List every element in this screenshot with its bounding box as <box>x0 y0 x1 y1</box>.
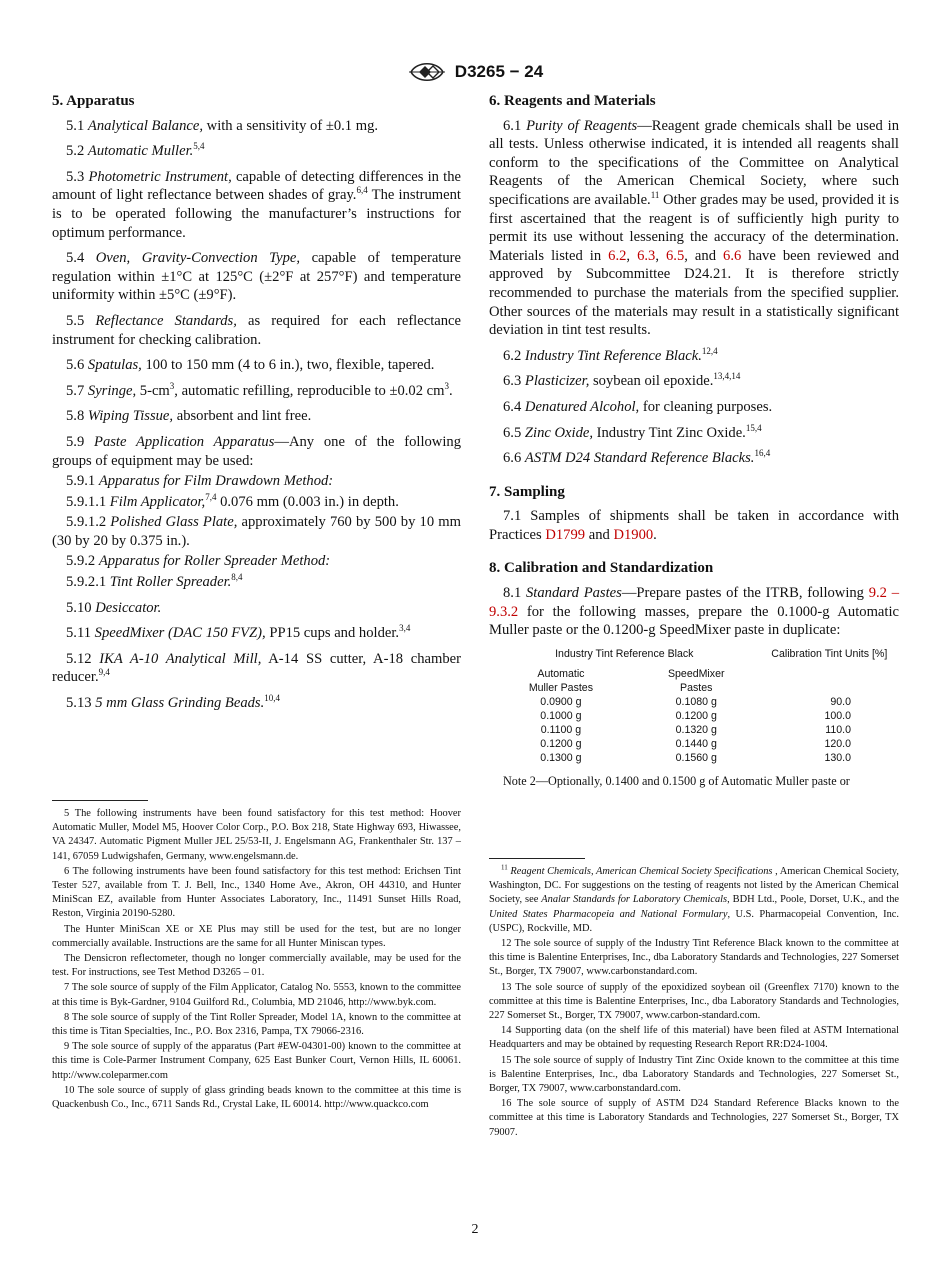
para-5-5: 5.5 Reflectance Standards, as required for each reflectance instrument for checking calibration. <box>52 312 461 348</box>
footnote-15: 15 The sole source of supply of Industry Tint Zinc Oxide known to the committee at this time is Balentine Enterprises, Inc., dba Laboratory Standards and Technologies, 227 Somerset St., Borger, TX 79007, www.carbonstandard.com. <box>489 1054 899 1095</box>
para-5-6: 5.6 Spatulas, 100 to 150 mm (4 to 6 in.), two, flexible, tapered. <box>66 357 435 374</box>
footnote-rule <box>489 858 585 859</box>
section-5-title: 5. Apparatus <box>52 93 135 109</box>
table-head-speedmixer: SpeedMixer Pastes <box>667 667 725 694</box>
link-6-2[interactable]: 6.2 <box>608 247 627 264</box>
link-6-6[interactable]: 6.6 <box>723 247 742 264</box>
table-row: 0.1200 g 0.1440 g 120.0 <box>540 737 851 750</box>
right-footnotes <box>489 858 899 1141</box>
para-6-4: 6.4 Denatured Alcohol, for cleaning purposes. <box>503 398 773 415</box>
calibration-table <box>489 647 899 765</box>
link-d1900[interactable]: D1900 <box>613 526 654 543</box>
link-d1799[interactable]: D1799 <box>545 526 586 543</box>
table-row: 0.1100 g 0.1320 g 110.0 <box>540 723 851 736</box>
document-code: D3265 − 24 <box>454 62 544 81</box>
para-6-3: 6.3 Plasticizer, soybean oil epoxide.$^{13,4,14}$ <box>503 371 741 390</box>
para-6-2: 6.2 Industry Tint Reference Black.$^{12,4}$ <box>503 345 718 364</box>
footnote-16: 16 The sole source of supply of ASTM D24 Standard Reference Blacks known to the committee at this time is Laboratory Standards and Technologies, 227 Somerset St., Borger, TX 79007. <box>489 1098 899 1138</box>
right-column <box>489 92 899 789</box>
table-head-calibration: Calibration Tint Units [%] <box>771 647 888 660</box>
footnote-rule <box>52 800 148 801</box>
para-5-9-2-1: 5.9.2.1 Tint Roller Spreader.$^{8,4}$ <box>66 572 243 591</box>
link-6-5[interactable]: 6.5 <box>666 247 685 264</box>
para-5-4: 5.4 Oven, Gravity-Convection Type, capable of temperature regulation within ±1°C at 125°C (±2°F at 257°F) and temperature uniformity within ±5°C (±9°F). <box>52 250 461 304</box>
section-6-title: 6. Reagents and Materials <box>489 93 656 109</box>
table-head-group: Industry Tint Reference Black <box>555 647 694 660</box>
astm-logo-icon <box>407 58 447 86</box>
para-5-10: 5.10 Desiccator. <box>66 599 162 616</box>
left-column <box>52 92 461 720</box>
footnote-6c: The Densicron reflectometer, though no longer commercially available, may be used for the test. For instructions, see Test Method D3265 – 01. <box>52 953 461 979</box>
page-header <box>0 58 950 86</box>
left-footnotes <box>52 800 461 1113</box>
para-5-13: 5.13 5 mm Glass Grinding Beads.$^{10,4}$ <box>66 693 280 712</box>
footnote-10: 10 The sole source of supply of glass grinding beads known to the committee at this time is Quackenbush Co., Inc., 6711 Sands Rd., Crystal Lake, IL 60014. http://www.quackco.com <box>52 1084 461 1111</box>
para-5-11: 5.11 SpeedMixer (DAC 150 FVZ), PP15 cups and holder.$^{3,4}$ <box>66 623 411 642</box>
footnote-7: 7 The sole source of supply of the Film Applicator, Catalog No. 5553, known to the committee at this time is Byk-Gardner, 9104 Guilford Rd., Columbia, MD 21046, http://www.byk.com. <box>52 982 461 1008</box>
table-row: 0.1300 g 0.1560 g 130.0 <box>540 751 851 764</box>
para-5-1: 5.1 Analytical Balance, with a sensitivity of ±0.1 mg. <box>66 117 379 134</box>
footnote-14: 14 Supporting data (on the shelf life of this material) have been filed at ASTM International Headquarters and may be obtained by requesting Research Report RR:D24-1004. <box>489 1025 899 1051</box>
para-5-9-2: 5.9.2 Apparatus for Roller Spreader Method: <box>66 553 331 570</box>
section-7-title: 7. Sampling <box>489 483 565 500</box>
para-5-9-1-1: 5.9.1.1 Film Applicator,$^{7,4}$ 0.076 mm (0.003 in.) in depth. <box>66 491 399 510</box>
para-5-3: 5.3 Photometric Instrument, capable of detecting differences in the amount of light reflectance between shades of gray.$^{6,4}$ The instrument is to be operated following the manufacturer’s instructions for optimum performance. <box>52 168 461 241</box>
para-5-12: 5.12 IKA A-10 Analytical Mill, A-14 SS cutter, A-18 chamber reducer.$^{9,4}$ <box>52 650 461 686</box>
footnote-11: $^{11}$ Reagent Chemicals, American Chemical Society Specifications , American Chemical Society, Washington, DC. For suggestions on the testing of reagents not listed by the American Chemical Society, see Analar Standards for Laboratory Chemicals, BDH Ltd., Poole, Dorset, U.K., and the United States Pharmacopeia and National Formulary, U.S. Pharmacopeial Convention, Inc. (USPC), Rockville, MD. <box>489 863 899 934</box>
para-5-2: 5.2 Automatic Muller.$^{5,4}$ <box>66 141 205 160</box>
para-7-1: 7.1 Samples of shipments shall be taken in accordance with Practices D1799 and D1900. <box>489 508 899 543</box>
footnote-6b: The Hunter MiniScan XE or XE Plus may still be used for the test, but are no longer commercially available. Instructions are the same for all Hunter Miniscan types. <box>52 923 461 949</box>
para-5-9: 5.9 Paste Application Apparatus—Any one of the following groups of equipment may be used: <box>52 433 461 469</box>
table-row: 0.1000 g 0.1200 g 100.0 <box>540 709 851 722</box>
footnote-13: 13 The sole source of supply of the epoxidized soybean oil (Greenflex 7170) known to the committee at this time is Balentine Enterprises, Inc., dba Laboratory Standards and Technologies, 227 Somerset St., Borger, TX 79007, www.carbon-standard.com. <box>489 981 899 1022</box>
para-6-6: 6.6 ASTM D24 Standard Reference Blacks.$^{16,4}$ <box>503 448 771 467</box>
footnote-5: 5 The following instruments have been found satisfactory for this test method: Hoover Automatic Muller, Model M5, Hoover Color Corp., P.O. Box 218, State Highway 693, Hiwassee, VA 24347. Automatic Pigment Muller JEL 25/53-II, J. Engelsmann AG, Frankenthaler Str. 137 – 141, 67059 Ludwigshafen, Germany, www.engelsmann.de. <box>52 808 461 862</box>
para-5-9-1-2: 5.9.1.2 Polished Glass Plate, approximately 760 by 500 by 10 mm (30 by 20 by 0.375 in.). <box>52 514 461 549</box>
table-head-automatic: Automatic Muller Pastes <box>528 667 594 694</box>
para-8-1: 8.1 Standard Pastes—Prepare pastes of the ITRB, following 9.2 – 9.3.2 for the following masses, prepare the 0.1000-g Automatic Muller paste or the 0.1200-g SpeedMixer paste in duplicate: <box>489 585 900 639</box>
note-2: Note 2—Optionally, 0.1400 and 0.1500 g of Automatic Muller paste or <box>503 773 850 788</box>
section-8-title: 8. Calibration and Standardization <box>489 560 714 577</box>
para-6-5: 6.5 Zinc Oxide, Industry Tint Zinc Oxide.$^{15,4}$ <box>503 422 762 441</box>
para-5-7: 5.7 Syringe, $5-cm^3$, automatic refilling, reproducible to ±0.02 $cm^3$. <box>66 380 453 399</box>
table-row: 0.0900 g 0.1080 g 90.0 <box>540 695 851 708</box>
para-6-1: 6.1 Purity of Reagents—Reagent grade chemicals shall be used in all tests. Unless otherwise indicated, it is intended all reagents shall conform to the specifications of the Committee on Analytical Reagents of the American Chemical Society, where such specifications are available.$^{11}$ Other grades may be used, provided it is first ascertained that the reagent is of sufficiently high purity to permit its use without lessening the accuracy of the determination. Materials listed in 6.2, 6.3, 6.5, and 6.6 have been reviewed and approved by Subcommittee D24.21. It is therefore strictly recommended to purchase the materials from the specified supplier. Other sources of the materials may result in a statistically significant deviation in tint test results. <box>489 117 899 339</box>
page-number: 2 <box>471 1222 479 1237</box>
footnote-12: 12 The sole source of supply of the Industry Tint Reference Black known to the committee at this time is Balentine Enterprises, Inc., dba Laboratory Standards and Technologies, 227 Somerset St., Borger, TX 79007, www.carbonstandard.com. <box>489 938 899 978</box>
para-5-9-1: 5.9.1 Apparatus for Film Drawdown Method: <box>66 473 334 490</box>
link-9-2-9-3-2[interactable]: 9.2 – 9.3.2 <box>489 585 900 620</box>
footnote-6: 6 The following instruments have been found satisfactory for this test method: Erichsen Tint Tester 527, available from T. J. Bell, Inc., 1340 Home Ave., Akron, OH 44310, and Hunter MiniScan EZ, available from Hunter Associates Laboratory, Inc., 11491 Sunset Hills Road, Reston, Virginia 20190-5280. <box>52 865 461 920</box>
para-5-8: 5.8 Wiping Tissue, absorbent and lint free. <box>66 408 312 425</box>
footnote-9: 9 The sole source of supply of the apparatus (Part #EW-04301-00) known to the committee at this time is Cole-Parmer Instrument Company, 625 East Bunker Court, Vernon Hills, IL 60061. http://www.coleparmer.com <box>52 1041 461 1081</box>
link-6-3[interactable]: 6.3 <box>637 247 656 264</box>
footnote-8: 8 The sole source of supply of the Tint Roller Spreader, Model 1A, known to the committee at this time is Titan Specialties, Inc., P.O. Box 2316, Pampa, TX 79066-2316. <box>52 1011 461 1038</box>
